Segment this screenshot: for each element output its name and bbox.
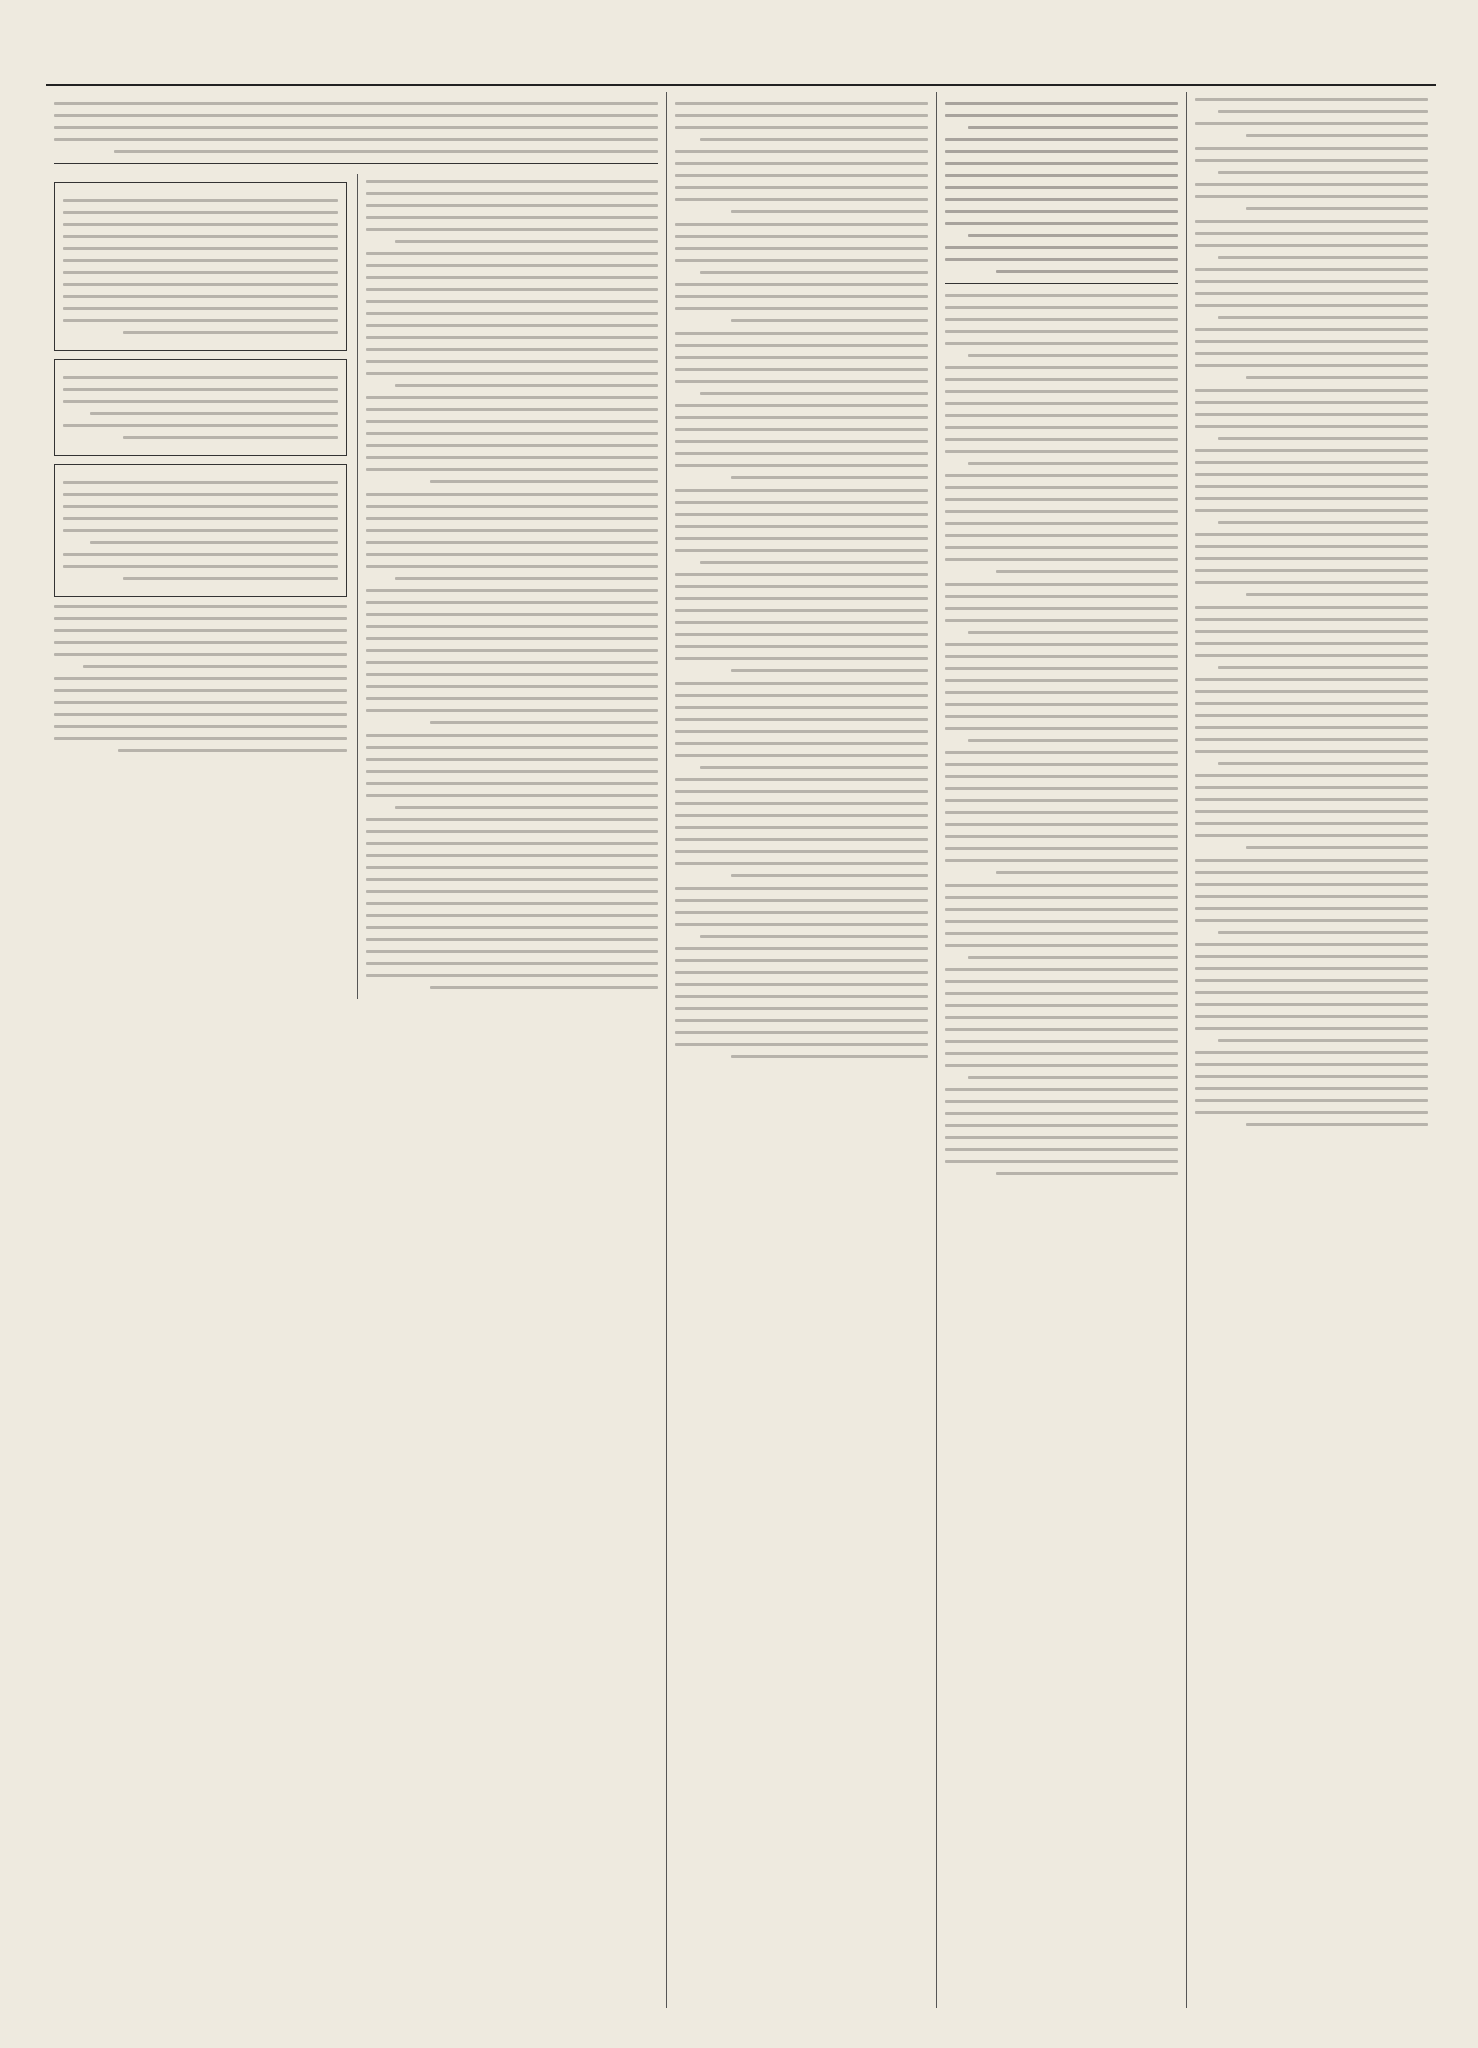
columns xyxy=(46,92,1436,2008)
column-4-sub-col-left xyxy=(54,174,347,999)
column-3 xyxy=(666,92,936,2008)
ad-box-3 xyxy=(54,464,347,597)
column-4-sub-col-right xyxy=(357,174,659,999)
column-4-sub-columns xyxy=(54,174,658,999)
column-1 xyxy=(1186,92,1436,2008)
column-4 xyxy=(46,92,666,2008)
ad-box-2 xyxy=(54,359,347,456)
ad-box-1 xyxy=(54,182,347,351)
column-2 xyxy=(936,92,1186,2008)
masthead xyxy=(46,58,1436,86)
